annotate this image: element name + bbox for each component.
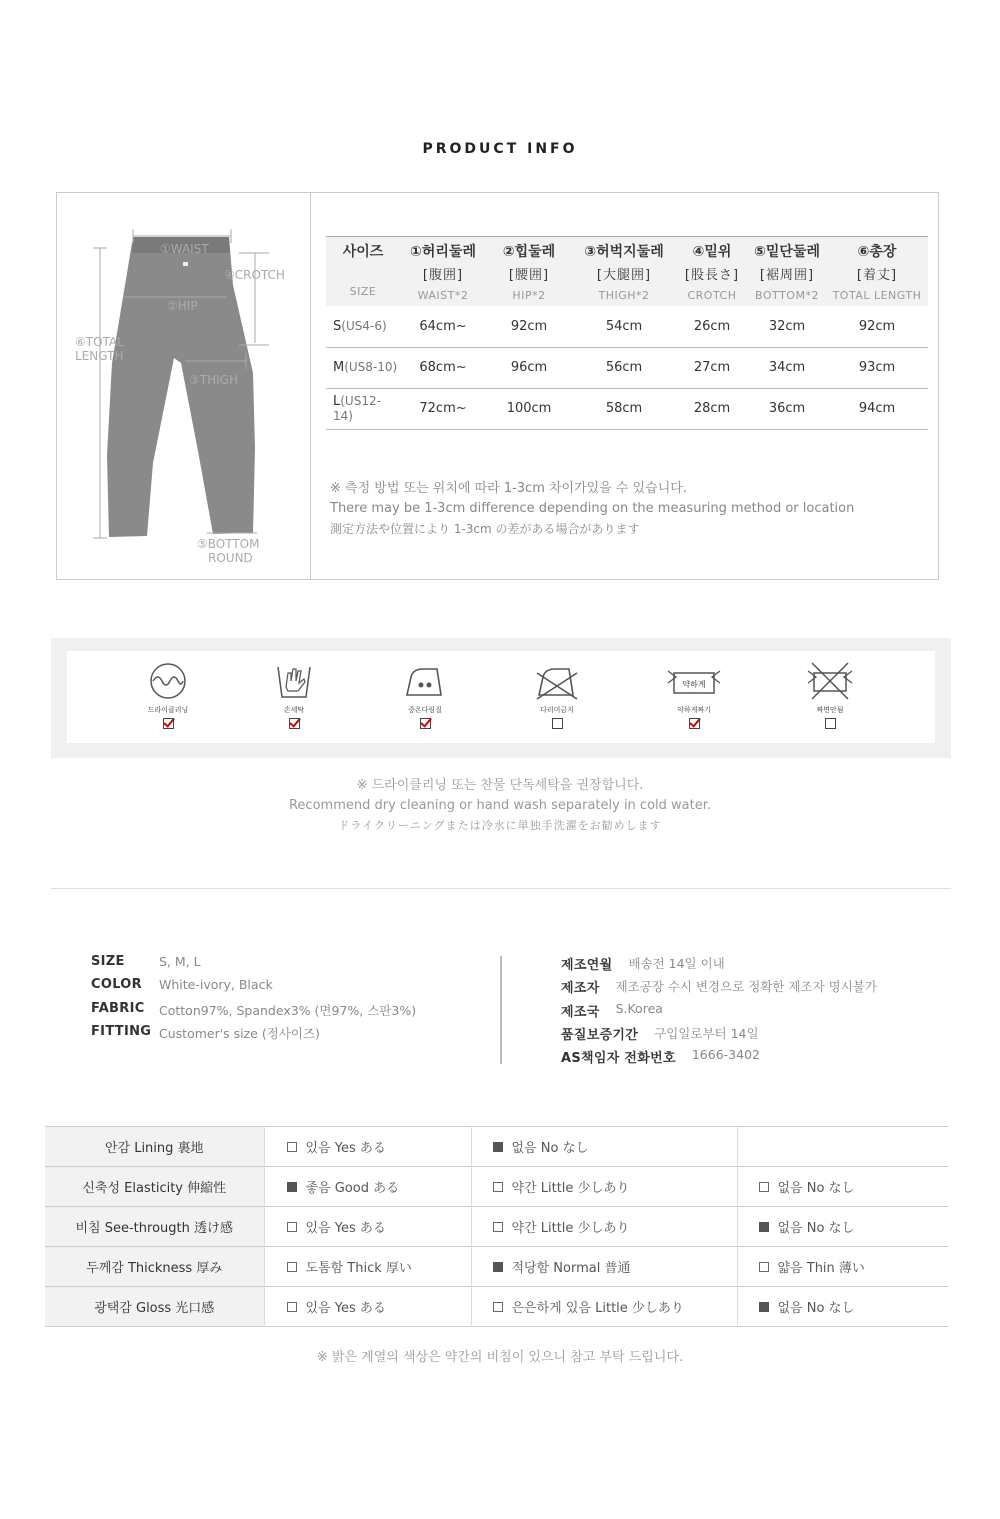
feature-row <box>45 1167 948 1207</box>
care-note-kr: ※ 드라이클리닝 또는 찬물 단독세탁을 권장합니다. <box>356 778 644 793</box>
feature-option[interactable] <box>287 1257 412 1276</box>
size-value: 36cm <box>748 388 826 429</box>
header-en: WAIST*2 <box>417 289 469 302</box>
option-label: 없음 No なし <box>777 1301 855 1316</box>
size-cell <box>326 306 400 347</box>
care-item <box>522 661 592 729</box>
header-jp: [裾周囲] <box>759 268 815 283</box>
spec-row <box>91 977 416 1000</box>
option-label: 약간 Little 少しあり <box>511 1181 630 1196</box>
care-item <box>659 661 729 729</box>
page-title: PRODUCT INFO <box>422 141 578 157</box>
care-checkbox[interactable] <box>420 718 431 729</box>
care-note <box>0 776 1000 836</box>
size-name: L <box>333 393 341 409</box>
option-checkbox[interactable] <box>287 1182 297 1192</box>
header-kr: ③허벅지둘레 <box>584 244 664 260</box>
size-value: 94cm <box>826 388 928 429</box>
pants-diagram <box>57 193 310 579</box>
feature-option-cell <box>264 1247 471 1287</box>
wring-icon-text: 약하게 <box>682 680 706 689</box>
option-label: 얇음 Thin 薄い <box>777 1261 865 1276</box>
spec-row <box>561 1001 877 1024</box>
hip-label: ②HIP <box>167 299 198 313</box>
care-checkbox[interactable] <box>163 718 174 729</box>
spec-value: 배송전 14일 이내 <box>628 956 725 971</box>
size-col-header <box>572 237 676 307</box>
size-cell <box>326 347 400 388</box>
spec-key: FITTING <box>91 1023 152 1039</box>
spec-row <box>91 954 416 977</box>
care-label: 약하게짜기 <box>677 706 711 714</box>
spec-row <box>561 954 877 977</box>
feature-option[interactable] <box>287 1217 386 1236</box>
size-value: 72cm~ <box>400 388 486 429</box>
size-col-header <box>400 237 486 307</box>
size-value: 92cm <box>486 306 572 347</box>
feature-option[interactable] <box>759 1297 855 1316</box>
iron-medium-icon <box>390 661 460 701</box>
feature-option-cell <box>737 1287 948 1327</box>
feature-option-cell <box>264 1287 471 1327</box>
spec-row <box>561 977 877 1000</box>
feature-option-cell <box>737 1247 948 1287</box>
feature-option[interactable] <box>287 1137 386 1156</box>
feature-option[interactable] <box>759 1257 865 1276</box>
spec-key: 제조연월 <box>561 958 613 973</box>
care-label: 드라이클리닝 <box>147 706 189 714</box>
care-note-jp: ドライクリーニングまたは冷水に単独手洗濯をお勧めします <box>338 819 662 832</box>
size-value: 27cm <box>676 347 748 388</box>
total-length-label-2: LENGTH <box>75 349 124 363</box>
thigh-label: ③THIGH <box>189 373 238 387</box>
feature-option-cell <box>737 1127 948 1167</box>
option-label: 있음 Yes ある <box>305 1221 386 1236</box>
size-value: 68cm~ <box>400 347 486 388</box>
header-kr: ②힙둘레 <box>502 244 556 260</box>
option-checkbox[interactable] <box>493 1262 503 1272</box>
option-checkbox[interactable] <box>287 1222 297 1232</box>
header-en: SIZE <box>349 285 377 298</box>
header-jp: [着丈] <box>856 268 898 283</box>
header-jp: [大腿囲] <box>596 268 652 283</box>
spec-key: FABRIC <box>91 1000 145 1016</box>
spec-value: 1666-3402 <box>691 1047 760 1063</box>
header-kr: ⑤밑단둘레 <box>754 244 820 260</box>
feature-label: 안감 Lining 裏地 <box>45 1127 264 1167</box>
header-jp: [腹囲] <box>422 268 464 283</box>
size-row <box>326 388 928 429</box>
size-value: 100cm <box>486 388 572 429</box>
size-name: S <box>333 318 342 334</box>
feature-option[interactable] <box>493 1217 630 1236</box>
header-jp: [股長さ] <box>684 268 740 283</box>
size-value: 64cm~ <box>400 306 486 347</box>
option-checkbox[interactable] <box>287 1142 297 1152</box>
option-label: 약간 Little 少しあり <box>511 1221 630 1236</box>
care-item <box>259 661 329 729</box>
option-label: 적당함 Normal 普通 <box>511 1261 631 1276</box>
care-checkbox[interactable] <box>825 718 836 729</box>
no-wring-icon <box>795 661 865 701</box>
spec-key: AS책임자 전화번호 <box>561 1051 676 1067</box>
feature-option-cell <box>737 1207 948 1247</box>
care-item <box>390 661 460 729</box>
option-label: 좋음 Good ある <box>305 1181 400 1196</box>
spec-key: 제조국 <box>561 1004 600 1020</box>
measure-note <box>330 479 854 539</box>
header-kr: ④밑위 <box>692 244 732 260</box>
header-en: HIP*2 <box>512 289 546 302</box>
feature-option[interactable] <box>287 1297 386 1316</box>
feature-table <box>45 1126 948 1327</box>
feature-label: 두께감 Thickness 厚み <box>45 1247 264 1287</box>
size-col-header <box>826 237 928 307</box>
size-info-box <box>56 192 939 580</box>
option-label: 있음 Yes ある <box>305 1141 386 1156</box>
spec-row <box>91 1024 416 1047</box>
option-checkbox[interactable] <box>493 1302 503 1312</box>
care-item <box>133 661 203 729</box>
measure-note-kr: ※ 측정 방법 또는 위치에 따라 1-3cm 차이가있을 수 있습니다. <box>330 481 687 496</box>
option-checkbox[interactable] <box>759 1262 769 1272</box>
spec-value: Cotton97%, Spandex3% (면97%, 스판3%) <box>159 1002 417 1018</box>
size-value: 32cm <box>748 306 826 347</box>
option-label: 도톰함 Thick 厚い <box>305 1261 412 1276</box>
size-value: 54cm <box>572 306 676 347</box>
feature-row <box>45 1207 948 1247</box>
care-panel <box>67 651 935 743</box>
option-checkbox[interactable] <box>287 1262 297 1272</box>
header-kr: 사이즈 <box>342 244 384 260</box>
size-value: 28cm <box>676 388 748 429</box>
care-item <box>795 661 865 729</box>
measure-note-en: There may be 1-3cm difference depending on the measuring method or location <box>330 501 855 516</box>
spec-divider <box>500 956 502 1064</box>
care-checkbox[interactable] <box>552 718 563 729</box>
size-col-header <box>676 237 748 307</box>
header-en: TOTAL LENGTH <box>832 289 922 302</box>
feature-option-cell <box>471 1247 737 1287</box>
spec-key: COLOR <box>91 977 142 993</box>
option-checkbox[interactable] <box>493 1222 503 1232</box>
crotch-label: ④CROTCH <box>224 268 285 282</box>
option-label: 없음 No なし <box>777 1181 855 1196</box>
size-value: 56cm <box>572 347 676 388</box>
size-value: 34cm <box>748 347 826 388</box>
spec-value: White-ivory, Black <box>159 977 273 993</box>
feature-row <box>45 1127 948 1167</box>
option-checkbox[interactable] <box>759 1182 769 1192</box>
feature-option-cell <box>264 1127 471 1167</box>
spec-row <box>561 1024 877 1047</box>
care-label: 중온다림질 <box>408 706 442 714</box>
option-checkbox[interactable] <box>493 1182 503 1192</box>
size-value: 58cm <box>572 388 676 429</box>
feature-option-cell <box>471 1167 737 1207</box>
wring-gently-icon <box>659 661 729 701</box>
size-value: 93cm <box>826 347 928 388</box>
spec-key: 품질보증기간 <box>561 1027 639 1043</box>
size-name: M <box>333 360 345 375</box>
product-specs <box>91 954 416 1047</box>
feature-row <box>45 1287 948 1327</box>
size-col-header <box>486 237 572 307</box>
feature-label: 신축성 Elasticity 伸縮性 <box>45 1167 264 1207</box>
option-checkbox[interactable] <box>759 1302 769 1312</box>
size-row <box>326 347 928 388</box>
spec-value: S.Korea <box>615 1000 663 1016</box>
spec-row <box>561 1047 877 1070</box>
header-jp: [腰囲] <box>508 268 550 283</box>
feature-option-cell <box>471 1127 737 1167</box>
care-section <box>51 638 951 758</box>
spec-value: 구입일로부터 14일 <box>654 1025 759 1041</box>
spec-value: 제조공장 수시 변경으로 정확한 제조자 명시불가 <box>615 979 877 995</box>
feature-option[interactable] <box>493 1137 589 1156</box>
spec-key: SIZE <box>91 954 125 969</box>
spec-key: 제조자 <box>561 981 600 997</box>
feature-label: 광택감 Gloss 光口感 <box>45 1287 264 1327</box>
size-cell <box>326 388 400 429</box>
care-label: 다리미금지 <box>540 706 574 714</box>
feature-option[interactable] <box>759 1217 855 1236</box>
option-label: 있음 Yes ある <box>305 1301 386 1316</box>
feature-option[interactable] <box>493 1257 631 1276</box>
option-label: 없음 No なし <box>777 1221 855 1236</box>
care-checkbox[interactable] <box>289 718 300 729</box>
size-value: 92cm <box>826 306 928 347</box>
size-value: 26cm <box>676 306 748 347</box>
feature-option-cell <box>471 1207 737 1247</box>
size-us: (US12-14) <box>333 393 381 423</box>
no-iron-icon <box>522 661 592 701</box>
feature-option[interactable] <box>493 1297 684 1316</box>
header-en: THIGH*2 <box>598 289 650 302</box>
size-table-header <box>326 237 928 307</box>
total-length-label: ⑥TOTAL <box>75 335 124 349</box>
feature-option-cell <box>737 1167 948 1207</box>
size-table <box>326 236 928 430</box>
size-value: 96cm <box>486 347 572 388</box>
option-checkbox[interactable] <box>759 1222 769 1232</box>
waist-label: ①WAIST <box>160 242 209 256</box>
feature-row <box>45 1247 948 1287</box>
bottom-round-label-2: ROUND <box>208 551 253 565</box>
size-us: (US8-10) <box>344 360 398 374</box>
feature-option[interactable] <box>493 1177 630 1196</box>
feature-option-cell <box>264 1207 471 1247</box>
option-checkbox[interactable] <box>493 1142 503 1152</box>
option-label: 없음 No なし <box>511 1141 589 1156</box>
feature-label: 비침 See-througth 透け感 <box>45 1207 264 1247</box>
product-legal-info <box>561 954 877 1070</box>
feature-option[interactable] <box>287 1177 400 1196</box>
feature-option-cell <box>264 1167 471 1207</box>
care-note-en: Recommend dry cleaning or hand wash separately in cold water. <box>288 798 711 813</box>
header-en: BOTTOM*2 <box>755 289 819 302</box>
bottom-round-label: ⑤BOTTOM <box>197 537 260 551</box>
header-kr: ①허리둘레 <box>410 244 476 260</box>
section-divider <box>51 888 951 889</box>
care-checkbox[interactable] <box>689 718 700 729</box>
feature-option[interactable] <box>759 1177 855 1196</box>
spec-row <box>91 1001 416 1024</box>
size-row <box>326 306 928 347</box>
hand-wash-icon <box>259 661 329 701</box>
care-label: 손세탁 <box>283 706 305 714</box>
option-checkbox[interactable] <box>287 1302 297 1312</box>
measure-note-jp: 測定方法や位置により 1-3cm の差がある場合があります <box>330 522 640 536</box>
spec-value: Customer's size (정사이즈) <box>159 1025 320 1041</box>
header-jp <box>326 264 400 279</box>
divider <box>310 193 311 579</box>
header-kr: ⑥총장 <box>857 244 897 260</box>
size-col-header <box>748 237 826 307</box>
spec-value: S, M, L <box>159 954 201 969</box>
size-col-header <box>326 237 400 307</box>
size-us: (US4-6) <box>341 318 387 333</box>
header-en: CROTCH <box>687 289 737 302</box>
feature-note: ※ 밝은 계열의 색상은 약간의 비침이 있으니 참고 부탁 드립니다. <box>316 1350 684 1365</box>
dry-clean-icon <box>133 661 203 701</box>
option-label: 은은하게 있음 Little 少しあり <box>511 1301 684 1316</box>
feature-option-cell <box>471 1287 737 1327</box>
care-label: 짜면안됨 <box>816 706 844 714</box>
